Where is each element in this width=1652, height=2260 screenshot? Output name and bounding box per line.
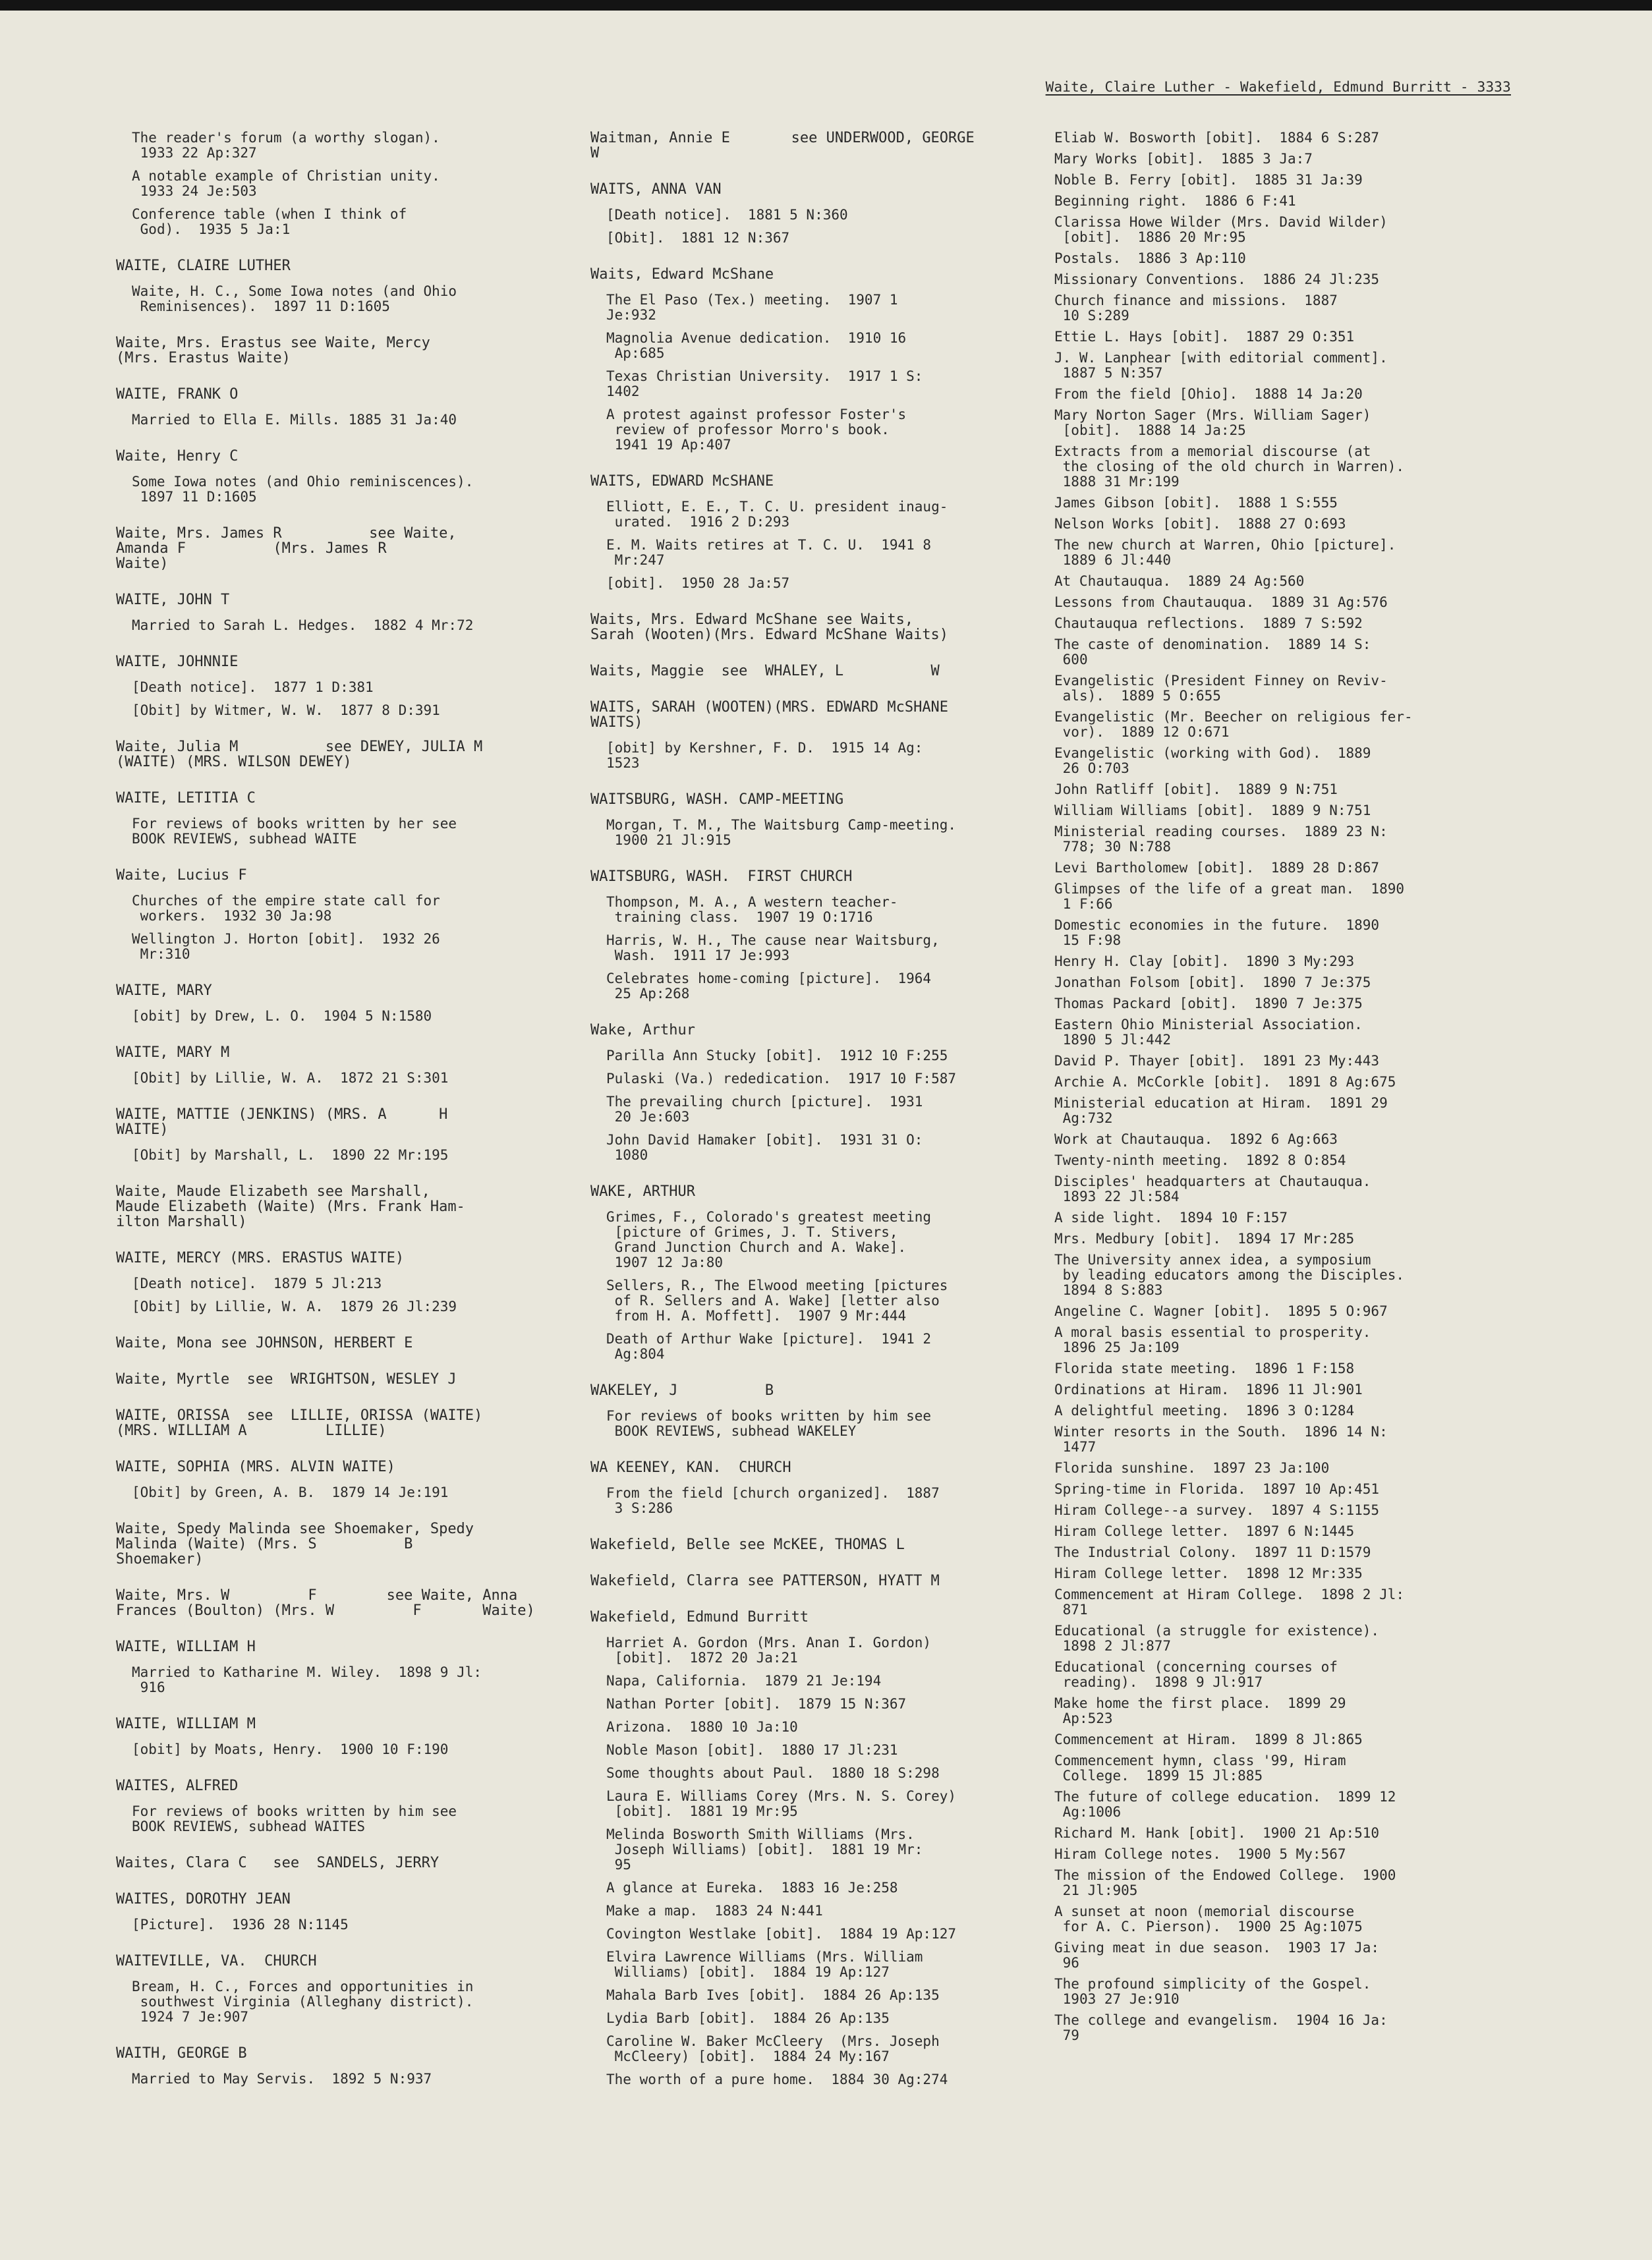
index-entry: [obit] by Kershner, F. D. 1915 14 Ag: 1523 <box>606 740 923 771</box>
index-group <box>116 387 551 428</box>
index-group <box>116 654 551 718</box>
index-entry: At Chautauqua. 1889 24 Ag:560 <box>1054 573 1305 589</box>
index-group <box>116 1336 551 1351</box>
index-entry: Make home the first place. 1899 29 Ap:523 <box>1054 1695 1346 1726</box>
index-entry: [Death notice]. 1877 1 D:381 <box>132 679 374 695</box>
index-group <box>116 1521 551 1567</box>
index-heading: WAITE, ORISSA see LILLIE, ORISSA (WAITE) (MRS. WILLIAM A LILLIE) <box>116 1407 483 1439</box>
index-entry: [obit] by Drew, L. O. 1904 5 N:1580 <box>132 1008 432 1024</box>
index-heading: WAITE, MERCY (MRS. ERASTUS WAITE) <box>116 1250 405 1266</box>
index-entry: Glimpses of the life of a great man. 1890 1 F:66 <box>1054 881 1405 912</box>
index-entry: Napa, California. 1879 21 Je:194 <box>606 1673 882 1689</box>
index-entry: E. M. Waits retires at T. C. U. 1941 8 Mr:247 <box>606 537 932 568</box>
index-entry: Harriet A. Gordon (Mrs. Anan I. Gordon) [obit]. 1872 20 Ja:21 <box>606 1635 932 1666</box>
index-entry: Laura E. Williams Corey (Mrs. N. S. Corey) [obit]. 1881 19 Mr:95 <box>606 1788 957 1819</box>
index-entry: For reviews of books written by him see BOOK REVIEWS, subhead WAKELEY <box>606 1408 932 1439</box>
index-group <box>116 526 551 571</box>
index-entry: Married to Ella E. Mills. 1885 31 Ja:40 <box>132 412 457 428</box>
index-entry: From the field [church organized]. 1887 3 S:286 <box>606 1485 940 1516</box>
index-entry: Hiram College notes. 1900 5 My:567 <box>1054 1846 1346 1862</box>
index-entry: Elliott, E. E., T. C. U. president inaug- urated. 1916 2 D:293 <box>606 499 948 530</box>
index-entry: Grimes, F., Colorado's greatest meeting [picture of Grimes, J. T. Stivers, Grand Junction Church and A. Wake]. 1907 12 Ja:80 <box>606 1209 932 1270</box>
index-entry: Pulaski (Va.) rededication. 1917 10 F:587 <box>606 1071 957 1087</box>
index-entry: Bream, H. C., Forces and opportunities in southwest Virginia (Alleghany district). 1924 7 Je:907 <box>132 1979 474 2025</box>
index-group <box>116 1855 551 1871</box>
index-heading: WAITH, GEORGE B <box>116 2045 247 2062</box>
index-entry: For reviews of books written by her see BOOK REVIEWS, subhead WAITE <box>132 816 457 847</box>
index-entry: For reviews of books written by him see BOOK REVIEWS, subhead WAITES <box>132 1803 457 1834</box>
index-entry: Lessons from Chautauqua. 1889 31 Ag:576 <box>1054 594 1388 610</box>
index-group <box>590 700 1021 771</box>
index-entry: The reader's forum (a worthy slogan). 1933 22 Ap:327 <box>132 130 440 161</box>
index-entry: Caroline W. Baker McCleery (Mrs. Joseph McCleery) [obit]. 1884 24 My:167 <box>606 2033 940 2064</box>
index-heading: Waites, Clara C see SANDELS, JERRY <box>116 1855 440 1871</box>
index-group <box>116 1184 551 1229</box>
index-entry: Florida sunshine. 1897 23 Ja:100 <box>1054 1460 1330 1476</box>
index-heading: Waitman, Annie E see UNDERWOOD, GEORGE W <box>590 130 975 161</box>
index-entry: [Picture]. 1936 28 N:1145 <box>132 1917 349 1933</box>
index-group <box>590 1023 1021 1163</box>
index-column-1 <box>116 130 551 2108</box>
index-group <box>590 130 1021 161</box>
index-heading: Waits, Edward McShane <box>590 266 774 283</box>
index-entry: Giving meat in due season. 1903 17 Ja: 96 <box>1054 1940 1380 1971</box>
index-entry: From the field [Ohio]. 1888 14 Ja:20 <box>1054 386 1363 402</box>
index-entry: The caste of denomination. 1889 14 S: 600 <box>1054 636 1371 667</box>
index-entry: Arizona. 1880 10 Ja:10 <box>606 1719 798 1735</box>
index-heading: WAITS, EDWARD McSHANE <box>590 473 774 490</box>
index-entry: Domestic economies in the future. 1890 15 F:98 <box>1054 917 1380 948</box>
index-entry: [obit] by Moats, Henry. 1900 10 F:190 <box>132 1741 449 1757</box>
index-group <box>116 791 551 847</box>
index-entry: Some thoughts about Paul. 1880 18 S:298 <box>606 1765 940 1781</box>
index-group <box>590 1383 1021 1439</box>
index-entry: A protest against professor Foster's review of professor Morro's book. 1941 19 Ap:407 <box>606 407 907 453</box>
index-entry: Lydia Barb [obit]. 1884 26 Ap:135 <box>606 2010 890 2026</box>
index-entry: Elvira Lawrence Williams (Mrs. William Williams) [obit]. 1884 19 Ap:127 <box>606 1949 923 1980</box>
index-entry: Missionary Conventions. 1886 24 Jl:235 <box>1054 271 1380 287</box>
index-entry: Sellers, R., The Elwood meeting [pictures of R. Sellers and A. Wake] [letter also from H. A. Moffett]. 1907 9 Mr:444 <box>606 1278 948 1324</box>
index-entry: Evangelistic (Mr. Beecher on religious fer- vor). 1889 12 O:671 <box>1054 709 1413 740</box>
index-heading: Waite, Lucius F <box>116 867 247 884</box>
index-heading: WAKELEY, J B <box>590 1382 774 1399</box>
index-entry: Henry H. Clay [obit]. 1890 3 My:293 <box>1054 953 1355 969</box>
index-entry: Ettie L. Hays [obit]. 1887 29 O:351 <box>1054 329 1355 345</box>
index-entry: Eliab W. Bosworth [obit]. 1884 6 S:287 <box>1054 130 1380 146</box>
index-group <box>116 1107 551 1163</box>
index-heading: WAITES, DOROTHY JEAN <box>116 1891 291 1907</box>
index-entry: Postals. 1886 3 Ap:110 <box>1054 250 1246 266</box>
index-heading: Wakefield, Belle see McKEE, THOMAS L <box>590 1537 905 1553</box>
index-heading: WAITE, MARY <box>116 982 212 999</box>
index-entry: Thomas Packard [obit]. 1890 7 Je:375 <box>1054 996 1363 1011</box>
index-entry: The mission of the Endowed College. 1900 21 Jl:905 <box>1054 1867 1396 1898</box>
index-entry: Some Iowa notes (and Ohio reminiscences). 1897 11 D:1605 <box>132 474 474 505</box>
index-entry: Winter resorts in the South. 1896 14 N: 1477 <box>1054 1424 1388 1455</box>
index-entry: Noble B. Ferry [obit]. 1885 31 Ja:39 <box>1054 172 1363 188</box>
index-entry: Commencement at Hiram. 1899 8 Jl:865 <box>1054 1732 1363 1747</box>
index-entry: Commencement hymn, class '99, Hiram College. 1899 15 Jl:885 <box>1054 1753 1346 1784</box>
index-entry: Texas Christian University. 1917 1 S: 1402 <box>606 368 923 399</box>
index-entry: William Williams [obit]. 1889 9 N:751 <box>1054 803 1371 818</box>
index-heading: WAITE, WILLIAM H <box>116 1639 256 1655</box>
index-entry: The college and evangelism. 1904 16 Ja: 79 <box>1054 2012 1388 2043</box>
index-entry: Celebrates home-coming [picture]. 1964 25 Ap:268 <box>606 971 932 1002</box>
index-entry: A delightful meeting. 1896 3 O:1284 <box>1054 1403 1355 1419</box>
index-entry: A moral basis essential to prosperity. 1896 25 Ja:109 <box>1054 1324 1371 1355</box>
index-heading: WAITE, SOPHIA (MRS. ALVIN WAITE) <box>116 1459 395 1475</box>
index-entry: Wellington J. Horton [obit]. 1932 26 Mr:310 <box>132 931 440 962</box>
index-entry: Hiram College letter. 1897 6 N:1445 <box>1054 1523 1355 1539</box>
index-heading: Waite, Julia M see DEWEY, JULIA M (WAITE) (MRS. WILSON DEWEY) <box>116 739 483 770</box>
index-heading: WAITE, MATTIE (JENKINS) (MRS. A H WAITE) <box>116 1106 448 1138</box>
index-entry: Twenty-ninth meeting. 1892 8 O:854 <box>1054 1152 1346 1168</box>
index-entry: Melinda Bosworth Smith Williams (Mrs. Joseph Williams) [obit]. 1881 19 Mr: 95 <box>606 1826 923 1873</box>
index-heading: WAITS, ANNA VAN <box>590 181 722 198</box>
index-group <box>590 474 1021 591</box>
index-entry: Florida state meeting. 1896 1 F:158 <box>1054 1361 1355 1376</box>
index-entry: The El Paso (Tex.) meeting. 1907 1 Je:932 <box>606 292 898 323</box>
index-entry: [Death notice]. 1879 5 Jl:213 <box>132 1276 382 1291</box>
index-heading: Waite, Mrs. W F see Waite, Anna Frances (Boulton) (Mrs. W F Waite) <box>116 1587 535 1619</box>
index-heading: Waite, Henry C <box>116 448 239 465</box>
index-entry: [Obit] by Witmer, W. W. 1877 8 D:391 <box>132 702 440 718</box>
index-entry: Ordinations at Hiram. 1896 11 Jl:901 <box>1054 1382 1363 1398</box>
index-entry: A sunset at noon (memorial discourse for A. C. Pierson). 1900 25 Ag:1075 <box>1054 1904 1363 1935</box>
index-entry: The worth of a pure home. 1884 30 Ag:274 <box>606 2072 948 2087</box>
index-entry: Mrs. Medbury [obit]. 1894 17 Mr:285 <box>1054 1231 1355 1247</box>
index-heading: Waite, Maude Elizabeth see Marshall, Maude Elizabeth (Waite) (Mrs. Frank Ham- ilton Marshall) <box>116 1183 465 1230</box>
index-group <box>116 592 551 633</box>
index-group <box>590 792 1021 848</box>
index-group <box>1054 130 1483 2043</box>
index-group <box>116 1408 551 1438</box>
index-entry: Make a map. 1883 24 N:441 <box>606 1903 823 1919</box>
index-entry: Nelson Works [obit]. 1888 27 O:693 <box>1054 516 1346 532</box>
index-entry: The new church at Warren, Ohio [picture]. 1889 6 Jl:440 <box>1054 537 1396 568</box>
index-entry: J. W. Lanphear [with editorial comment]. 1887 5 N:357 <box>1054 350 1388 381</box>
index-entry: Thompson, M. A., A western teacher- training class. 1907 19 O:1716 <box>606 894 898 925</box>
index-entry: John David Hamaker [obit]. 1931 31 O: 1080 <box>606 1132 923 1163</box>
index-entry: Work at Chautauqua. 1892 6 Ag:663 <box>1054 1131 1338 1147</box>
index-heading: Wake, Arthur <box>590 1022 695 1038</box>
index-entry: [obit]. 1950 28 Ja:57 <box>606 575 790 591</box>
index-group <box>590 1460 1021 1516</box>
index-group <box>590 1610 1021 2087</box>
index-heading: Waite, Myrtle see WRIGHTSON, WESLEY J <box>116 1371 457 1388</box>
index-column-2 <box>590 130 1021 2108</box>
index-group <box>590 664 1021 679</box>
index-entry: Conference table (when I think of God). 1935 5 Ja:1 <box>132 206 407 237</box>
index-entry: Archie A. McCorkle [obit]. 1891 8 Ag:675 <box>1054 1074 1396 1090</box>
index-entry: The prevailing church [picture]. 1931 20 Je:603 <box>606 1094 923 1125</box>
scan-edge <box>0 0 1652 11</box>
index-heading: WAITEVILLE, VA. CHURCH <box>116 1953 317 1969</box>
index-entry: Eastern Ohio Ministerial Association. 1890 5 Jl:442 <box>1054 1017 1363 1048</box>
index-group <box>590 1537 1021 1552</box>
index-entry: Extracts from a memorial discourse (at the closing of the old church in Warren). 1888 31 Mr:199 <box>1054 443 1405 490</box>
index-group <box>116 1045 551 1086</box>
running-head: Waite, Claire Luther - Wakefield, Edmund Burritt - 3333 <box>1045 79 1511 95</box>
index-entry: John Ratliff [obit]. 1889 9 N:751 <box>1054 781 1338 797</box>
index-entry: [Obit] by Lillie, W. A. 1872 21 S:301 <box>132 1070 449 1086</box>
index-entry: [Death notice]. 1881 5 N:360 <box>606 207 848 223</box>
index-group <box>116 1954 551 2025</box>
index-group <box>590 1573 1021 1589</box>
index-entry: Covington Westlake [obit]. 1884 19 Ap:127 <box>606 1926 957 1942</box>
index-group <box>590 267 1021 453</box>
index-entry: Clarissa Howe Wilder (Mrs. David Wilder) [obit]. 1886 20 Mr:95 <box>1054 214 1388 245</box>
index-group <box>116 335 551 366</box>
index-heading: WAITE, LETITIA C <box>116 790 256 806</box>
index-heading: WAITE, MARY M <box>116 1044 230 1061</box>
index-entry: Angeline C. Wagner [obit]. 1895 5 O:967 <box>1054 1303 1388 1319</box>
index-entry: Hiram College--a survey. 1897 4 S:1155 <box>1054 1502 1380 1518</box>
index-group <box>116 739 551 770</box>
index-group <box>116 983 551 1024</box>
index-heading: WAITSBURG, WASH. CAMP-MEETING <box>590 791 844 808</box>
index-heading: WA KEENEY, KAN. CHURCH <box>590 1459 791 1476</box>
index-heading: Waite, Spedy Malinda see Shoemaker, Spedy Malinda (Waite) (Mrs. S B Shoemaker) <box>116 1521 474 1568</box>
index-entry: Mary Works [obit]. 1885 3 Ja:7 <box>1054 151 1313 167</box>
index-entry: The profound simplicity of the Gospel. 1903 27 Je:910 <box>1054 1976 1371 2007</box>
index-group <box>116 1372 551 1387</box>
index-heading: Wakefield, Clarra see PATTERSON, HYATT M <box>590 1573 940 1589</box>
index-entry: Waite, H. C., Some Iowa notes (and Ohio Reminisences). 1897 11 D:1605 <box>132 283 457 314</box>
index-entry: Ministerial reading courses. 1889 23 N: 778; 30 N:788 <box>1054 824 1388 855</box>
index-heading: WAKE, ARTHUR <box>590 1183 695 1200</box>
index-heading: WAITE, JOHN T <box>116 592 230 608</box>
index-entry: [Obit] by Green, A. B. 1879 14 Je:191 <box>132 1484 449 1500</box>
index-group <box>116 258 551 314</box>
index-group <box>116 1639 551 1695</box>
index-entry: Jonathan Folsom [obit]. 1890 7 Je:375 <box>1054 975 1371 990</box>
index-heading: Waite, Mrs. James R see Waite, Amanda F (Mrs. James R Waite) <box>116 525 457 572</box>
index-heading: Waits, Mrs. Edward McShane see Waits, Sarah (Wooten)(Mrs. Edward McShane Waits) <box>590 611 949 643</box>
index-entry: James Gibson [obit]. 1888 1 S:555 <box>1054 495 1338 511</box>
index-group <box>116 1459 551 1500</box>
index-entry: Mahala Barb Ives [obit]. 1884 26 Ap:135 <box>606 1987 940 2003</box>
index-entry: The University annex idea, a symposium by leading educators among the Disciples. 1894 8 S:883 <box>1054 1252 1405 1298</box>
index-entry: Parilla Ann Stucky [obit]. 1912 10 F:255 <box>606 1048 948 1063</box>
index-entry: A glance at Eureka. 1883 16 Je:258 <box>606 1880 898 1896</box>
index-entry: Evangelistic (President Finney on Reviv- als). 1889 5 O:655 <box>1054 673 1388 704</box>
index-entry: Death of Arthur Wake [picture]. 1941 2 Ag:804 <box>606 1331 932 1362</box>
index-heading: WAITS, SARAH (WOOTEN)(MRS. EDWARD McSHANE WAITS) <box>590 699 949 731</box>
index-group <box>116 1588 551 1618</box>
index-group <box>116 130 551 237</box>
index-entry: David P. Thayer [obit]. 1891 23 My:443 <box>1054 1053 1380 1069</box>
index-group <box>116 1251 551 1314</box>
index-entry: Educational (a struggle for existence). 1898 2 Jl:877 <box>1054 1623 1380 1654</box>
index-entry: Noble Mason [obit]. 1880 17 Jl:231 <box>606 1742 898 1758</box>
index-entry: Evangelistic (working with God). 1889 26 O:703 <box>1054 745 1371 776</box>
index-heading: WAITSBURG, WASH. FIRST CHURCH <box>590 868 853 885</box>
index-entry: Harris, W. H., The cause near Waitsburg, Wash. 1911 17 Je:993 <box>606 932 940 963</box>
index-entry: Ministerial education at Hiram. 1891 29 Ag:732 <box>1054 1095 1388 1126</box>
index-entry: Richard M. Hank [obit]. 1900 21 Ap:510 <box>1054 1825 1380 1841</box>
index-group <box>116 449 551 505</box>
index-heading: Wakefield, Edmund Burritt <box>590 1609 809 1625</box>
index-column-3 <box>1054 130 1483 2064</box>
index-group <box>116 868 551 962</box>
index-group <box>590 182 1021 246</box>
index-heading: WAITE, FRANK O <box>116 386 239 403</box>
index-heading: WAITES, ALFRED <box>116 1778 239 1794</box>
index-heading: Waits, Maggie see WHALEY, L W <box>590 663 940 679</box>
index-entry: Church finance and missions. 1887 10 S:289 <box>1054 293 1338 324</box>
index-group <box>116 1778 551 1834</box>
index-group <box>116 1716 551 1757</box>
index-entry: [Obit] by Lillie, W. A. 1879 26 Jl:239 <box>132 1299 457 1314</box>
index-entry: The future of college education. 1899 12 Ag:1006 <box>1054 1789 1396 1820</box>
index-heading: Waite, Mrs. Erastus see Waite, Mercy (Mrs. Erastus Waite) <box>116 335 430 366</box>
index-entry: Married to Katharine M. Wiley. 1898 9 Jl: 916 <box>132 1664 482 1695</box>
index-entry: Married to Sarah L. Hedges. 1882 4 Mr:72 <box>132 617 474 633</box>
index-entry: Commencement at Hiram College. 1898 2 Jl: 871 <box>1054 1587 1405 1618</box>
index-entry: A notable example of Christian unity. 1933 24 Je:503 <box>132 168 440 199</box>
index-entry: Beginning right. 1886 6 F:41 <box>1054 193 1296 209</box>
index-entry: Married to May Servis. 1892 5 N:937 <box>132 2071 432 2087</box>
index-entry: Churches of the empire state call for workers. 1932 30 Ja:98 <box>132 893 440 924</box>
index-entry: A side light. 1894 10 F:157 <box>1054 1210 1288 1226</box>
index-entry: Magnolia Avenue dedication. 1910 16 Ap:685 <box>606 330 907 361</box>
index-heading: Waite, Mona see JOHNSON, HERBERT E <box>116 1335 413 1351</box>
index-entry: Mary Norton Sager (Mrs. William Sager) [obit]. 1888 14 Ja:25 <box>1054 407 1371 438</box>
index-entry: Hiram College letter. 1898 12 Mr:335 <box>1054 1566 1363 1581</box>
index-group <box>590 612 1021 642</box>
index-heading: WAITE, WILLIAM M <box>116 1716 256 1732</box>
index-group <box>116 2046 551 2087</box>
index-entry: Morgan, T. M., The Waitsburg Camp-meeting. 1900 21 Jl:915 <box>606 817 957 848</box>
index-entry: Spring-time in Florida. 1897 10 Ap:451 <box>1054 1481 1380 1497</box>
index-group <box>590 869 1021 1002</box>
index-entry: [Obit]. 1881 12 N:367 <box>606 230 790 246</box>
index-entry: Chautauqua reflections. 1889 7 S:592 <box>1054 615 1363 631</box>
index-entry: [Obit] by Marshall, L. 1890 22 Mr:195 <box>132 1147 449 1163</box>
index-entry: Nathan Porter [obit]. 1879 15 N:367 <box>606 1696 907 1712</box>
index-group <box>116 1892 551 1933</box>
index-entry: Disciples' headquarters at Chautauqua. 1893 22 Jl:584 <box>1054 1173 1371 1204</box>
index-entry: Educational (concerning courses of reading). 1898 9 Jl:917 <box>1054 1659 1338 1690</box>
index-group <box>590 1184 1021 1362</box>
index-entry: The Industrial Colony. 1897 11 D:1579 <box>1054 1544 1371 1560</box>
index-heading: WAITE, CLAIRE LUTHER <box>116 258 291 274</box>
index-entry: Levi Bartholomew [obit]. 1889 28 D:867 <box>1054 860 1380 876</box>
index-heading: WAITE, JOHNNIE <box>116 654 239 670</box>
